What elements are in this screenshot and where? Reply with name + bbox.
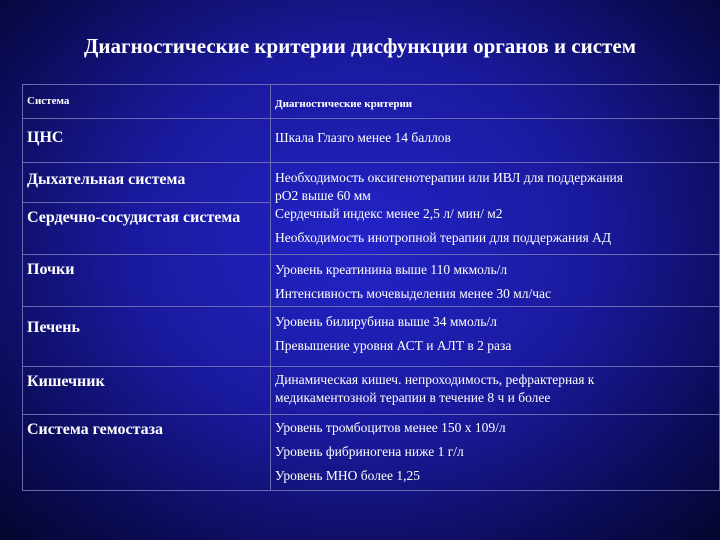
organ-gut: Кишечник — [23, 367, 271, 415]
criteria-line: Динамическая кишеч. непроходимость, рефрактерная к — [275, 372, 595, 387]
criteria-hemostasis — [271, 415, 720, 491]
criteria-line: Уровень тромбоцитов менее 150 х 109/л — [275, 420, 506, 435]
organ-respiratory: Дыхательная система — [23, 163, 271, 203]
slide-title: Диагностические критерии дисфункции органов и систем — [83, 34, 636, 58]
criteria-resp-cardio — [271, 163, 720, 255]
table-row — [23, 119, 720, 163]
header-system: Система — [23, 85, 271, 119]
criteria-line: Уровень МНО более 1,25 — [275, 468, 420, 483]
organ-liver: Печень — [23, 307, 271, 367]
criteria-line: Уровень фибриногена ниже 1 г/л — [275, 444, 464, 459]
table-row — [23, 163, 720, 203]
header-criteria: Диагностические критерии — [271, 85, 720, 119]
criteria-line: Необходимость оксигенотерапии или ИВЛ для поддержания — [275, 170, 623, 185]
criteria-table — [22, 84, 720, 491]
table-row — [23, 415, 720, 491]
criteria-liver — [271, 307, 720, 367]
table-row — [23, 367, 720, 415]
criteria-line: Уровень билирубина выше 34 ммоль/л — [275, 314, 497, 329]
criteria-kidney — [271, 255, 720, 307]
table-header-row — [23, 85, 720, 119]
organ-cns: ЦНС — [23, 119, 271, 163]
criteria-line: Сердечный индекс менее 2,5 л/ мин/ м2 — [275, 206, 503, 221]
criteria-line: медикаментозной терапии в течение 8 ч и более — [275, 390, 551, 405]
criteria-cns — [271, 119, 720, 163]
organ-cardio: Сердечно-сосудистая система — [23, 203, 271, 255]
organ-hemostasis: Система гемостаза — [23, 415, 271, 491]
criteria-line: Превышение уровня АСТ и АЛТ в 2 раза — [275, 338, 512, 353]
table-row — [23, 307, 720, 367]
criteria-line: pO2 выше 60 мм — [275, 188, 371, 203]
criteria-gut — [271, 367, 720, 415]
criteria-line: Необходимость инотропной терапии для поддержания АД — [275, 230, 612, 245]
organ-kidney: Почки — [23, 255, 271, 307]
criteria-line: Уровень креатинина выше 110 мкмоль/л — [275, 262, 508, 277]
criteria-line: Интенсивность мочевыделения менее 30 мл/час — [275, 286, 552, 301]
table-row — [23, 255, 720, 307]
criteria-line: Шкала Глазго менее 14 баллов — [275, 130, 451, 145]
